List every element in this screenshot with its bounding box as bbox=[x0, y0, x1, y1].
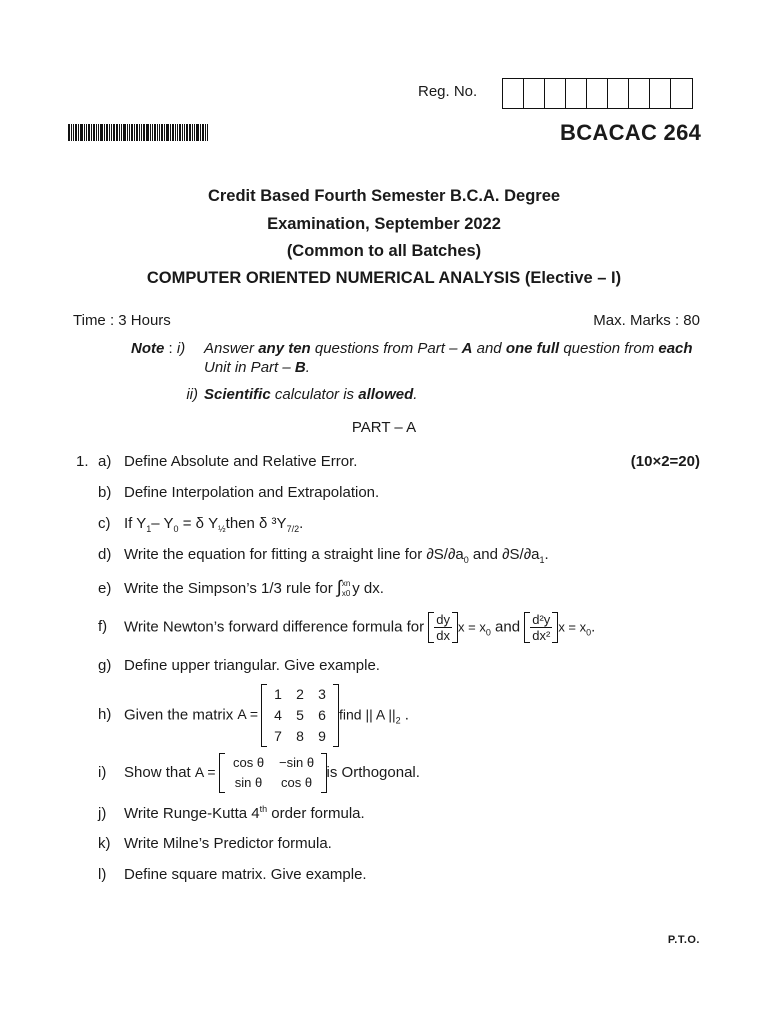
barcode-bar bbox=[119, 124, 120, 141]
barcode-bar bbox=[129, 124, 130, 141]
paper-code: BCACAC 264 bbox=[560, 120, 702, 145]
reg-no-box[interactable] bbox=[629, 79, 650, 108]
barcode-bar bbox=[84, 124, 85, 141]
title-line-3: (Common to all Batches) bbox=[286, 242, 482, 260]
barcode-bar bbox=[182, 124, 183, 141]
barcode-bar bbox=[186, 124, 188, 141]
question-f: f) Write Newton’s forward difference formula for $\frac{dy}{dx}$ $x = x_0$ and $\frac{\text{d²y}}{\text{dx²}}$ $x = x_0$. bbox=[98, 612, 596, 643]
barcode-bar bbox=[111, 124, 112, 141]
barcode-bar bbox=[141, 124, 142, 141]
barcode-bar bbox=[159, 124, 160, 141]
barcode-bar bbox=[123, 124, 126, 141]
barcode-bar bbox=[71, 124, 72, 141]
barcode-bar bbox=[127, 124, 128, 141]
reg-no-box[interactable] bbox=[545, 79, 566, 108]
question-g: g) Define upper triangular. Give example. bbox=[98, 657, 380, 674]
part-heading: PART – A bbox=[351, 419, 417, 436]
barcode-bar bbox=[205, 124, 206, 141]
matrix-h: 1 2 3 4 5 6 7 8 9 bbox=[261, 684, 339, 747]
barcode-bar bbox=[194, 124, 195, 141]
barcode bbox=[68, 124, 223, 141]
barcode-bar bbox=[73, 124, 74, 141]
barcode-bar bbox=[189, 124, 191, 141]
barcode-bar bbox=[166, 124, 169, 141]
title-line-2: Examination, September 2022 bbox=[267, 215, 501, 233]
barcode-bar bbox=[175, 124, 176, 141]
barcode-bar bbox=[98, 124, 99, 141]
pto-label: P.T.O. bbox=[667, 934, 700, 946]
reg-no-label: Reg. No. bbox=[418, 83, 478, 100]
barcode-bar bbox=[96, 124, 97, 141]
barcode-bar bbox=[68, 124, 70, 141]
barcode-bar bbox=[179, 124, 181, 141]
question-j: j) Write Runge-Kutta 4th order formula. bbox=[98, 804, 365, 822]
barcode-bar bbox=[106, 124, 108, 141]
barcode-bar bbox=[152, 124, 153, 141]
barcode-bar bbox=[86, 124, 87, 141]
barcode-bar bbox=[177, 124, 178, 141]
barcode-bar bbox=[164, 124, 165, 141]
question-k: k) Write Milne’s Predictor formula. bbox=[98, 835, 332, 852]
question-number: 1. bbox=[76, 453, 89, 470]
barcode-bar bbox=[116, 124, 118, 141]
note-label: Note bbox=[131, 340, 165, 357]
note-index-i: i) bbox=[176, 340, 186, 357]
time-label: Time : 3 Hours bbox=[73, 312, 171, 329]
barcode-bar bbox=[78, 124, 79, 141]
question-l: l) Define square matrix. Give example. bbox=[98, 866, 367, 883]
barcode-bar bbox=[134, 124, 135, 141]
integral-sign: ∫ bbox=[336, 577, 342, 597]
reg-no-box[interactable] bbox=[566, 79, 587, 108]
barcode-bar bbox=[88, 124, 90, 141]
barcode-bar bbox=[80, 124, 83, 141]
matrix-i: cos θ −sin θ sin θ cos θ bbox=[219, 753, 327, 793]
note-i-text: Answer any ten questions from Part – A and one full question from each Unit in Part – B. bbox=[204, 340, 693, 376]
reg-no-box[interactable] bbox=[671, 79, 692, 108]
barcode-bar bbox=[184, 124, 185, 141]
instructions-note: Note : i) Answer any ten questions from Part – A and one full question from each Unit in Part – B. ii) Scientific calculator is allowed. bbox=[131, 339, 701, 404]
note-ii-text: Scientific calculator is allowed. bbox=[204, 386, 418, 403]
question-e: e) Write the Simpson’s 1/3 rule for ∫ xn x0 y dx. bbox=[98, 577, 384, 599]
barcode-bar bbox=[170, 124, 171, 141]
barcode-bar bbox=[150, 124, 151, 141]
question-b: b) Define Interpolation and Extrapolation. bbox=[98, 484, 380, 501]
barcode-bar bbox=[143, 124, 145, 141]
barcode-bar bbox=[200, 124, 201, 141]
question-h: h) Given the matrix A = 1 2 3 4 5 6 7 8 9 find || A $||_2$ . bbox=[98, 684, 409, 747]
title-line-4: COMPUTER ORIENTED NUMERICAL ANALYSIS (Elective – I) bbox=[146, 269, 622, 287]
barcode-bar bbox=[154, 124, 156, 141]
barcode-bar bbox=[192, 124, 193, 141]
barcode-bar bbox=[161, 124, 163, 141]
question-a: 1. a) Define Absolute and Relative Error. bbox=[76, 453, 358, 470]
question-d: d) Write the equation for fitting a straight line for $\partial S/\partial a_0$ and $\partial S/\partial a_1$. bbox=[98, 546, 549, 565]
barcode-bar bbox=[104, 124, 105, 141]
max-marks-label: Max. Marks : 80 bbox=[593, 312, 700, 329]
barcode-bar bbox=[100, 124, 103, 141]
reg-no-box[interactable] bbox=[524, 79, 545, 108]
barcode-bar bbox=[109, 124, 110, 141]
reg-no-box[interactable] bbox=[650, 79, 671, 108]
barcode-bar bbox=[157, 124, 158, 141]
reg-no-box[interactable] bbox=[587, 79, 608, 108]
barcode-bar bbox=[131, 124, 133, 141]
barcode-bar bbox=[75, 124, 77, 141]
note-index-ii: ii) bbox=[186, 386, 198, 403]
reg-no-boxes[interactable] bbox=[502, 78, 693, 109]
reg-no-box[interactable] bbox=[503, 79, 524, 108]
marks-weight: (10×2=20) bbox=[630, 453, 700, 470]
barcode-bar bbox=[202, 124, 204, 141]
question-c: c) If $Y_1-$ $Y_0 = \delta$ $Y_{\frac{1}{2}}then$ δ $^3Y_{7/2}$. bbox=[98, 515, 304, 534]
barcode-bar bbox=[93, 124, 95, 141]
barcode-bar bbox=[113, 124, 115, 141]
title-line-1: Credit Based Fourth Semester B.C.A. Degree bbox=[207, 187, 561, 205]
barcode-bar bbox=[139, 124, 140, 141]
barcode-bar bbox=[136, 124, 138, 141]
barcode-bar bbox=[91, 124, 92, 141]
barcode-bar bbox=[207, 124, 208, 141]
reg-no-box[interactable] bbox=[608, 79, 629, 108]
barcode-bar bbox=[172, 124, 174, 141]
barcode-bar bbox=[196, 124, 199, 141]
barcode-bar bbox=[121, 124, 122, 141]
question-i: i) Show that A = cos θ −sin θ sin θ cos θ is Orthogonal. bbox=[98, 753, 420, 793]
barcode-bar bbox=[146, 124, 149, 141]
